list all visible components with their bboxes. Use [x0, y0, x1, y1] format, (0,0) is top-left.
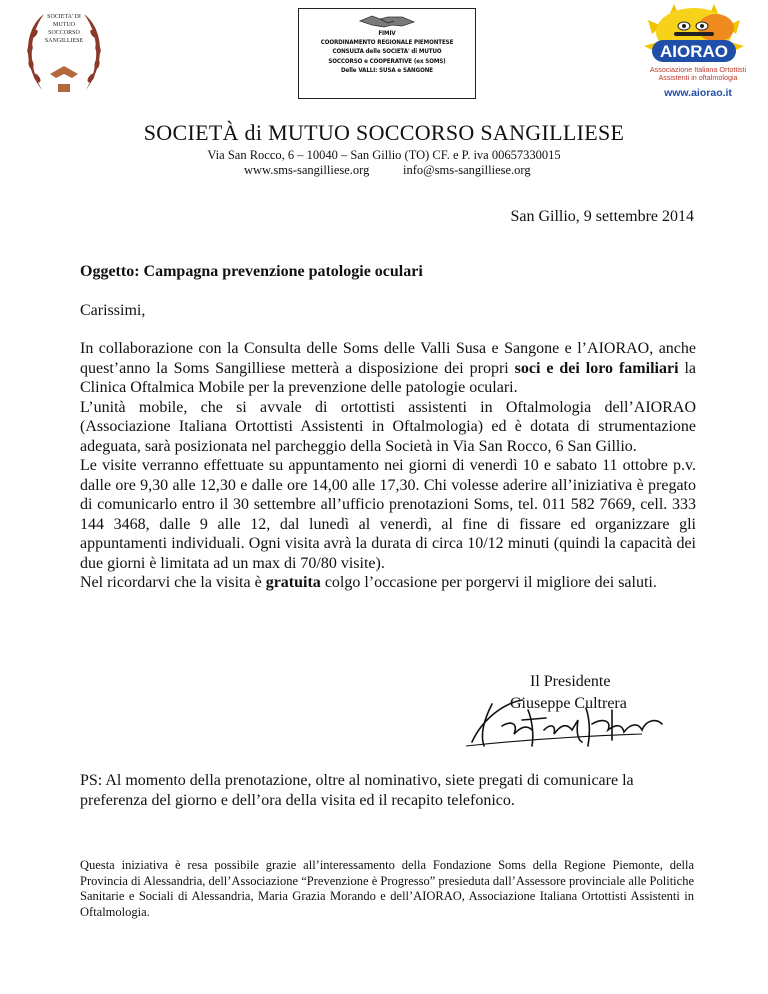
- svg-text:MUTUO: MUTUO: [53, 22, 75, 28]
- aiorao-subtitle: Associazione Italiana Ortottisti: [649, 65, 747, 74]
- handshake-icon: [358, 13, 416, 29]
- letter-subject: Oggetto: Campagna prevenzione patologie oculari: [80, 263, 423, 280]
- svg-text:SOCCORSO: SOCCORSO: [48, 30, 80, 36]
- letter-body: [80, 339, 696, 593]
- emphasis-free: gratuita: [265, 574, 321, 591]
- handwritten-signature: [462, 690, 672, 752]
- logo-line: FIMIV: [378, 30, 396, 37]
- body-paragraph: In collaborazione con la Consulta delle Soms delle Valli Susa e Sangone e l’AIORAO, anche quest’anno la Soms Sangilliese metterà a disposizione dei propri soci e dei loro familiari la Clinica Oftalmica Mobile per la prevenzione delle patologie oculari.: [80, 340, 696, 396]
- svg-text:SANGILLIESE: SANGILLIESE: [44, 38, 84, 44]
- letter-date: San Gillio, 9 settembre 2014: [510, 208, 694, 225]
- organization-address: Via San Rocco, 6 – 10040 – San Gillio (TO) CF. e P. iva 00657330015: [207, 148, 561, 162]
- emphasis-members: soci e dei loro familiari: [514, 359, 679, 377]
- signatory-name: Giuseppe Cultrera: [510, 695, 627, 712]
- organization-title: SOCIETÀ di MUTUO SOCCORSO SANGILLIESE: [143, 120, 625, 145]
- letter-greeting: Carissimi,: [80, 302, 146, 319]
- body-paragraph: L’unità mobile, che si avvale di ortottisti assistenti in Oftalmologia dell’AIORAO (Associazione Italiana Ortottisti Assistenti in Oftalmologia) ed è dotata di strumentazione adeguata, sarà posizionata nel parcheggio della Società in Via San Rocco, 6 San Gillio.: [80, 398, 696, 455]
- aiorao-logo: [626, 2, 762, 102]
- fimiv-consulta-logo: [298, 8, 476, 99]
- seal-text: [45, 14, 84, 44]
- aiorao-subtitle: Assistenti in oftalmologia: [658, 73, 738, 82]
- logo-line: CONSULTA delle SOCIETA' di MUTUO: [332, 48, 442, 56]
- signatory-role: Il Presidente: [530, 673, 611, 690]
- logo-line: SOCCORSO e COOPERATIVE (ex SOMS): [328, 57, 446, 65]
- postscript: PS: Al momento della prenotazione, oltre al nominativo, siete pregati di comunicare la preferenza del giorno e dell’ora della visita ed il recapito telefonico.: [80, 772, 634, 809]
- aiorao-url: www.aiorao.it: [664, 87, 732, 99]
- body-paragraph: Le visite verranno effettuate su appuntamento nei giorni di venerdì 10 e sabato 11 ottobre p.v. dalle ore 9,30 alle 12,30 e dalle ore 14,00 alle 17,30. Chi volesse aderire all’iniziativa è pregato di comunicarlo entro il 30 settembre all’ufficio prenotazioni Soms, tel. 011 582 7669, cell. 333 144 3468, dalle 9 alle 12, dal lunedì al venerdì, al fine di fissare ed organizzare gli appuntamenti individuali. Ogni visita avrà la durata di circa 10/12 minuti (quindi la capacità dei due giorni è limitata ad un max di 70/80 visite).: [80, 457, 696, 572]
- website-link[interactable]: www.sms-sangilliese.org: [244, 163, 370, 177]
- email-link[interactable]: info@sms-sangilliese.org: [403, 163, 531, 177]
- footer-note: Questa iniziativa è resa possibile grazie all’interessamento della Fondazione Soms della Regione Piemonte, della Provincia di Alessandria, dell’Associazione “Prevenzione è Progresso” presieduta dall’Assessore provinciale alle Politiche Sanitarie e Sociali di Alessandria, Maria Grazia Morando e dell’AIORAO, Associazione Italiana Ortottisti Assistenti in Oftalmologia.: [80, 858, 694, 919]
- aiorao-name: AIORAO: [660, 42, 728, 61]
- logo-line: Delle VALLI: SUSA e SANGONE: [341, 66, 433, 74]
- society-seal-logo: [14, 4, 114, 100]
- logo-line: COORDINAMENTO REGIONALE PIEMONTESE: [320, 39, 454, 47]
- body-paragraph: Nel ricordarvi che la visita è gratuita colgo l’occasione per porgervi il migliore dei saluti.: [80, 574, 657, 591]
- svg-text:SOCIETA' DI: SOCIETA' DI: [47, 14, 81, 20]
